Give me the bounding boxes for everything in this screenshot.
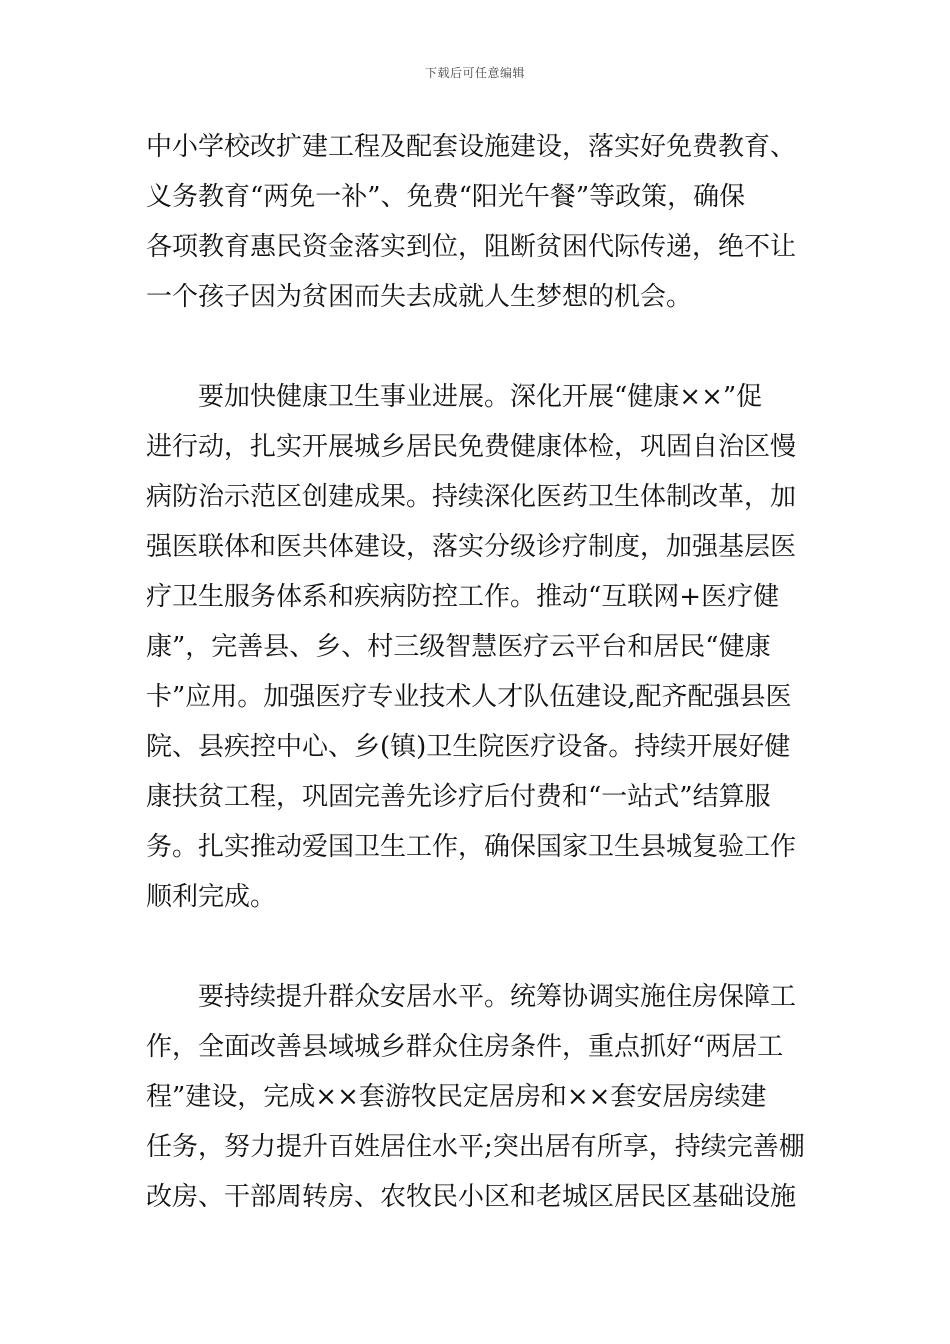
paragraph-line: 康扶贫工程，巩固完善先诊疗后付费和“一站式”结算服 xyxy=(146,782,771,812)
paragraph-line: 改房、干部周转房、农牧民小区和老城区居民区基础设施 xyxy=(146,1182,797,1212)
paragraph-line: 顺利完成。 xyxy=(146,882,277,912)
paragraph-line: 院、县疾控中心、乡(镇)卫生院医疗设备。持续开展好健 xyxy=(146,732,791,762)
paragraph-line: 各项教育惠民资金落实到位，阻断贫困代际传递，绝不让 xyxy=(146,232,797,262)
paragraph-line: 进行动，扎实开展城乡居民免费健康体检，巩固自治区慢 xyxy=(146,432,797,462)
paragraph-line: 程”建设，完成××套游牧民定居房和××套安居房续建 xyxy=(146,1082,767,1112)
paragraph-line: 强医联体和医共体建设，落实分级诊疗制度，加强基层医 xyxy=(146,532,797,562)
paragraph-line: 务。扎实推动爱国卫生工作，确保国家卫生县城复验工作 xyxy=(146,832,797,862)
paragraph-line: 疗卫生服务体系和疾病防控工作。推动“互联网+医疗健 xyxy=(146,582,780,612)
paragraph-line: 康”，完善县、乡、村三级智慧医疗云平台和居民“健康 xyxy=(146,632,771,662)
paragraph-line: 中小学校改扩建工程及配套设施建设，落实好免费教育、 xyxy=(146,132,797,162)
page-header: 下载后可任意编辑 xyxy=(424,66,525,80)
paragraph-line: 作，全面改善县域城乡群众住房条件，重点抓好“两居工 xyxy=(146,1032,784,1062)
paragraph-line: 病防治示范区创建成果。持续深化医药卫生体制改革，加 xyxy=(146,482,797,512)
paragraph-line: 义务教育“两免一补”、免费“阳光午餐”等政策，确保 xyxy=(146,182,746,212)
paragraph-line: 任务，努力提升百姓居住水平;突出居有所享，持续完善棚 xyxy=(146,1132,805,1162)
paragraph-line: 要持续提升群众安居水平。统筹协调实施住房保障工 xyxy=(198,982,797,1012)
paragraph-line: 卡”应用。加强医疗专业技术人才队伍建设,配齐配强县医 xyxy=(146,682,792,712)
paragraph-line: 要加快健康卫生事业进展。深化开展“健康××”促 xyxy=(198,382,763,412)
paragraph-line: 一个孩子因为贫困而失去成就人生梦想的机会。 xyxy=(146,282,693,312)
